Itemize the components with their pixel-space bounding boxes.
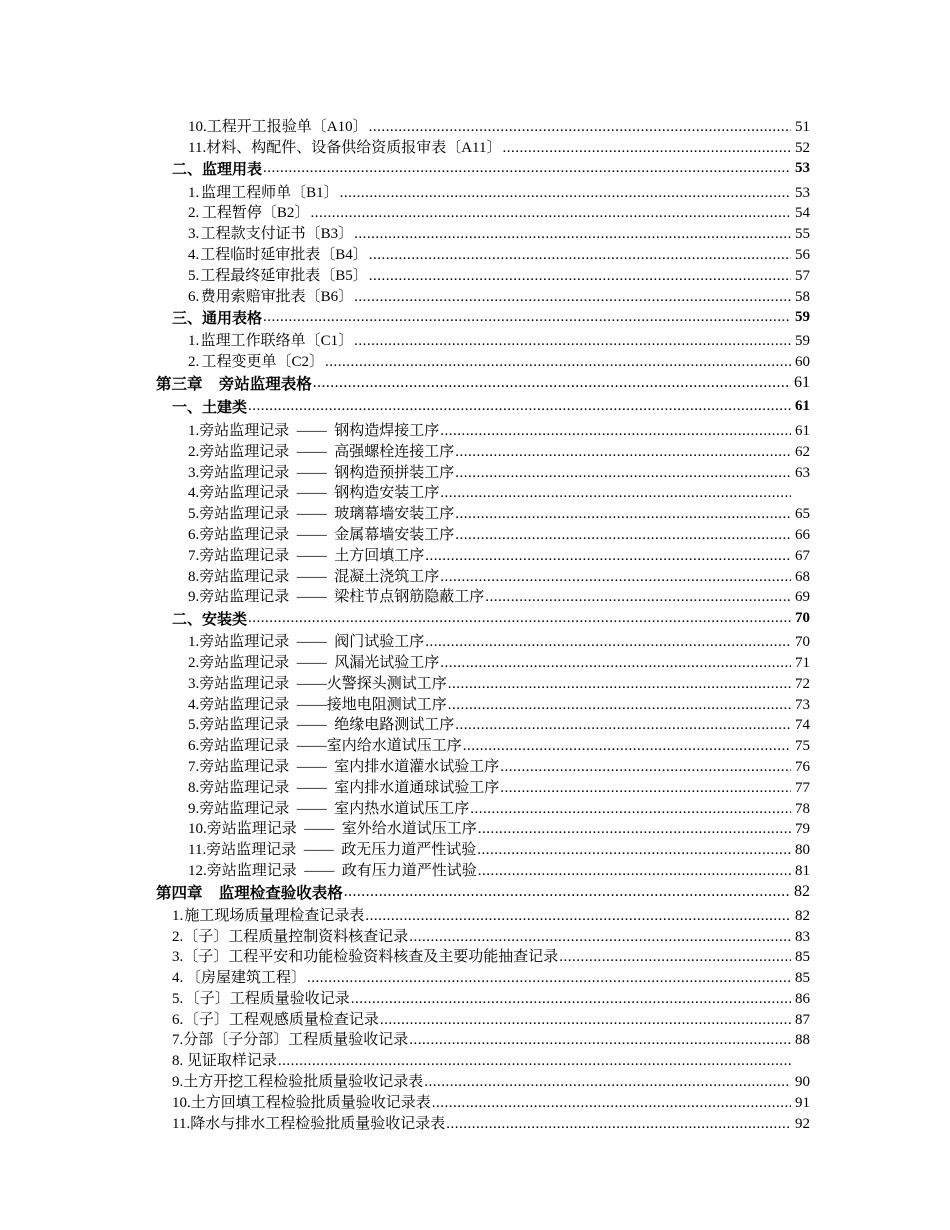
dot-leader <box>351 991 791 1008</box>
toc-entry-title: 工程款支付证书〔B3〕 <box>200 226 354 243</box>
table-of-contents <box>0 115 950 1132</box>
toc-entry-title: 工程最终延审批表〔B5〕 <box>200 267 368 284</box>
toc-entry-number: 8. <box>188 568 200 585</box>
dot-leader <box>455 444 791 461</box>
toc-entry-item[interactable] <box>0 502 810 523</box>
toc-entry-item[interactable] <box>0 440 810 461</box>
toc-entry-number: 3. <box>188 464 200 481</box>
toc-entry-item[interactable] <box>0 461 810 482</box>
dot-leader <box>365 908 791 925</box>
toc-entry-number: 12. <box>188 862 207 879</box>
toc-entry-title: 旁站监理记录 —— 梁柱节点钢筋隐蔽工序 <box>199 589 485 606</box>
dot-leader <box>354 333 791 350</box>
toc-entry-item[interactable] <box>0 419 810 440</box>
toc-entry-item-wide[interactable] <box>0 859 810 880</box>
dot-leader <box>446 1116 791 1133</box>
toc-entry-title: 一、土建类 <box>172 398 248 417</box>
toc-entry-page-number: 59 <box>795 333 810 350</box>
toc-entry-page-number: 61 <box>795 422 810 439</box>
toc-entry-title: 旁站监理记录 —— 钢构造预拼装工序 <box>199 464 455 481</box>
toc-entry-page-number: 51 <box>795 119 810 135</box>
toc-entry-item[interactable] <box>0 585 810 606</box>
toc-entry-item[interactable] <box>0 693 810 714</box>
toc-entry-number: 6. <box>188 288 200 305</box>
toc-entry-item[interactable] <box>0 544 810 565</box>
toc-entry-page-number: 77 <box>795 779 810 796</box>
dot-leader <box>424 1074 791 1091</box>
toc-entry-item[interactable] <box>0 285 810 306</box>
toc-entry-page-number: 86 <box>795 990 810 1007</box>
toc-entry-item[interactable] <box>0 243 810 264</box>
toc-entry-item4[interactable] <box>0 1049 810 1070</box>
toc-entry-number: 7. <box>188 547 200 564</box>
toc-entry-item-wide[interactable] <box>0 115 810 136</box>
toc-entry-number: 4. <box>172 970 184 987</box>
toc-entry-page-number: 59 <box>795 308 810 325</box>
toc-entry-number: 3. <box>188 675 200 692</box>
toc-entry-page-number: 61 <box>795 398 810 415</box>
toc-entry-number: 10. <box>188 821 207 838</box>
toc-entry-title: 旁站监理记录 —— 土方回填工序 <box>199 547 425 564</box>
toc-entry-number: 11. <box>172 1115 191 1132</box>
toc-entry-item4[interactable] <box>0 1028 810 1049</box>
toc-entry-title: 旁站监理记录 —— 政有压力道严性试验 <box>206 862 477 879</box>
toc-entry-page-number: 87 <box>795 1011 810 1028</box>
toc-entry-item-wide[interactable] <box>0 817 810 838</box>
dot-leader <box>369 247 791 264</box>
toc-entry-title: 旁站监理记录 —— 阀门试验工序 <box>199 634 425 651</box>
toc-entry-item[interactable] <box>0 565 810 586</box>
dot-leader <box>425 548 791 565</box>
toc-entry-item[interactable] <box>0 201 810 222</box>
toc-entry-page-number: 78 <box>795 800 810 817</box>
dot-leader <box>478 863 791 880</box>
toc-entry-title: 旁站监理记录 —— 钢构造焊接工序 <box>199 422 440 439</box>
dot-leader <box>325 354 791 371</box>
toc-entry-number: 5. <box>188 717 200 734</box>
toc-entry-title: 旁站监理记录 —— 绝缘电路测试工序 <box>199 717 455 734</box>
dot-leader <box>448 676 791 693</box>
dot-leader <box>485 589 791 606</box>
toc-entry-number: 2. <box>188 443 200 460</box>
toc-entry-page-number: 56 <box>795 246 810 263</box>
toc-entry-page-number: 70 <box>795 634 810 651</box>
toc-entry-section[interactable] <box>0 606 810 630</box>
dot-leader <box>455 506 791 523</box>
toc-entry-title: 监理工作联络单〔C1〕 <box>200 333 354 350</box>
dot-leader <box>440 485 791 502</box>
toc-entry-section[interactable] <box>0 395 810 419</box>
toc-entry-item[interactable] <box>0 222 810 243</box>
toc-entry-page-number: 67 <box>795 547 810 564</box>
toc-entry-item[interactable] <box>0 181 810 202</box>
toc-entry-page-number: 65 <box>795 506 810 523</box>
toc-entry-number: 2. <box>188 205 200 222</box>
dot-leader <box>354 226 791 243</box>
toc-entry-item4[interactable] <box>0 1008 810 1029</box>
toc-entry-number: 7. <box>172 1032 184 1049</box>
toc-entry-page-number: 66 <box>795 526 810 543</box>
toc-entry-number: 6. <box>188 738 200 755</box>
toc-entry-number: 10. <box>188 119 207 135</box>
toc-entry-page-number: 79 <box>795 821 810 838</box>
toc-entry-item4[interactable] <box>0 1070 810 1091</box>
toc-entry-page-number: 85 <box>795 949 810 966</box>
toc-entry-page-number: 70 <box>795 609 810 626</box>
toc-entry-title: 工程临时延审批表〔B4〕 <box>200 246 368 263</box>
toc-entry-number: 11. <box>188 842 207 859</box>
toc-entry-title: 土方开挖工程检验批质量验收记录表 <box>183 1074 424 1091</box>
toc-entry-number: 11. <box>188 139 207 156</box>
toc-entry-item[interactable] <box>0 481 810 502</box>
dot-leader <box>448 697 791 714</box>
toc-entry-number: 8. <box>172 1053 184 1070</box>
toc-entry-item4-wide[interactable] <box>0 1091 810 1112</box>
toc-entry-number: 9. <box>172 1074 184 1091</box>
toc-entry-title: 二、监理用表 <box>172 160 263 179</box>
dot-leader <box>409 1032 791 1049</box>
toc-entry-item4[interactable] <box>0 925 810 946</box>
toc-entry-section[interactable] <box>0 157 810 181</box>
toc-entry-title: 二、安装类 <box>172 609 248 628</box>
dot-leader <box>369 268 791 285</box>
dot-leader <box>455 717 791 734</box>
toc-entry-title: 施工现场质量理检查记录表 <box>184 907 365 924</box>
toc-entry-number: 1. <box>188 422 200 439</box>
toc-entry-number: 1. <box>188 184 200 201</box>
toc-entry-page-number: 54 <box>795 205 810 222</box>
toc-entry-title: 〔子〕工程质量验收记录 <box>184 990 350 1007</box>
toc-entry-page-number: 69 <box>795 589 810 606</box>
dot-leader <box>263 160 791 177</box>
toc-entry-page-number: 58 <box>795 288 810 305</box>
toc-entry-page-number: 55 <box>795 226 810 243</box>
dot-leader <box>354 289 791 306</box>
dot-leader <box>248 398 791 415</box>
dot-leader <box>440 655 791 672</box>
toc-entry-page-number: 68 <box>795 568 810 585</box>
toc-entry-page-number: 88 <box>795 1032 810 1049</box>
toc-entry-item[interactable] <box>0 523 810 544</box>
toc-entry-number: 3. <box>188 226 200 243</box>
dot-leader <box>310 205 791 222</box>
toc-entry-title: 旁站监理记录 —— 政无压力道严性试验 <box>206 842 477 859</box>
toc-entry-page-number: 90 <box>795 1074 810 1091</box>
toc-entry-title: 工程开工报验单〔A10〕 <box>206 119 368 135</box>
dot-leader <box>380 1012 791 1029</box>
toc-entry-title: 旁站监理记录 ——接地电阻测试工序 <box>199 696 447 713</box>
toc-entry-page-number: 75 <box>795 738 810 755</box>
toc-entry-number: 3. <box>172 949 184 966</box>
toc-entry-title: 旁站监理记录 —— 钢构造安装工序 <box>199 485 440 502</box>
toc-entry-item-wide[interactable] <box>0 838 810 859</box>
toc-entry-page-number: 73 <box>795 696 810 713</box>
toc-entry-number: 4. <box>188 485 200 502</box>
toc-entry-item[interactable] <box>0 630 810 651</box>
toc-entry-title: 旁站监理记录 —— 室内热水道试压工序 <box>199 800 470 817</box>
toc-entry-page-number: 53 <box>795 184 810 201</box>
toc-entry-item-wide[interactable] <box>0 136 810 157</box>
toc-entry-title: 〔房屋建筑工程〕 <box>186 970 307 987</box>
toc-entry-item[interactable] <box>0 672 810 693</box>
toc-entry-title: 费用索赔审批表〔B6〕 <box>200 288 354 305</box>
toc-entry-title: 工程变更单〔C2〕 <box>201 354 325 371</box>
dot-leader <box>263 309 791 326</box>
toc-entry-title: 旁站监理记录 —— 室内排水道灌水试验工序 <box>199 758 500 775</box>
toc-entry-title: 降水与排水工程检验批质量验收记录表 <box>190 1115 446 1132</box>
toc-entry-title: 见证取样记录 <box>186 1053 277 1070</box>
dot-leader <box>463 738 791 755</box>
toc-entry-page-number: 81 <box>795 862 810 879</box>
dot-leader <box>278 1053 791 1070</box>
dot-leader <box>500 759 791 776</box>
toc-entry-number: 5. <box>172 990 184 1007</box>
toc-entry-title: 第三章 旁站监理表格 <box>156 374 312 393</box>
toc-entry-page-number: 72 <box>795 675 810 692</box>
toc-entry-title: 〔子〕工程质量控制资料核查记录 <box>183 928 409 945</box>
toc-entry-chapter[interactable] <box>0 880 810 904</box>
toc-entry-number: 9. <box>188 589 200 606</box>
toc-entry-number: 1. <box>188 634 200 651</box>
dot-leader <box>248 610 791 627</box>
toc-entry-page-number: 82 <box>794 882 810 900</box>
toc-entry-title: 第四章 监理检查验收表格 <box>156 883 343 902</box>
toc-entry-item[interactable] <box>0 350 810 371</box>
toc-entry-number: 2. <box>188 654 200 671</box>
toc-entry-page-number: 61 <box>794 373 810 391</box>
toc-entry-number: 2. <box>188 354 200 371</box>
toc-entry-title: 旁站监理记录 —— 室内排水道通球试验工序 <box>199 779 500 796</box>
toc-entry-title: 监理工程师单〔B1〕 <box>201 184 339 201</box>
dot-leader <box>307 970 791 987</box>
toc-entry-item[interactable] <box>0 734 810 755</box>
toc-entry-number: 1. <box>172 907 184 924</box>
toc-entry-page-number: 71 <box>795 654 810 671</box>
toc-entry-number: 5. <box>188 506 200 523</box>
toc-entry-number: 5. <box>188 267 200 284</box>
toc-entry-item[interactable] <box>0 797 810 818</box>
dot-leader <box>340 185 791 202</box>
toc-entry-item4-wide[interactable] <box>0 1112 810 1133</box>
toc-entry-item[interactable] <box>0 264 810 285</box>
toc-entry-number: 6. <box>188 526 200 543</box>
toc-entry-item4[interactable] <box>0 904 810 925</box>
toc-entry-chapter[interactable] <box>0 371 810 395</box>
toc-entry-title: 三、通用表格 <box>172 308 263 327</box>
toc-entry-number: 8. <box>188 779 200 796</box>
dot-leader <box>477 842 791 859</box>
toc-entry-item[interactable] <box>0 755 810 776</box>
dot-leader <box>440 423 791 440</box>
toc-entry-page-number: 85 <box>795 970 810 987</box>
toc-entry-item4[interactable] <box>0 945 810 966</box>
toc-entry-page-number: 76 <box>795 758 810 775</box>
toc-entry-item4[interactable] <box>0 987 810 1008</box>
toc-entry-page-number: 57 <box>795 267 810 284</box>
toc-entry-page-number: 91 <box>795 1094 810 1111</box>
toc-entry-item4[interactable] <box>0 966 810 987</box>
toc-entry-title: 旁站监理记录 —— 风漏光试验工序 <box>199 654 440 671</box>
toc-entry-item[interactable] <box>0 329 810 350</box>
dot-leader <box>313 374 791 392</box>
dot-leader <box>502 140 791 157</box>
toc-entry-number: 1. <box>188 333 200 350</box>
toc-entry-page-number: 63 <box>795 464 810 481</box>
toc-entry-page-number: 83 <box>795 928 810 945</box>
toc-entry-number: 2. <box>172 928 184 945</box>
toc-entry-title: 〔子〕工程观感质量检查记录 <box>183 1011 379 1028</box>
dot-leader <box>455 527 791 544</box>
toc-entry-item[interactable] <box>0 651 810 672</box>
toc-entry-page-number: 62 <box>795 443 810 460</box>
dot-leader <box>425 634 791 651</box>
toc-entry-page-number: 53 <box>795 160 810 177</box>
toc-entry-title: 分部〔子分部〕工程质量验收记录 <box>183 1032 409 1049</box>
toc-entry-title: 旁站监理记录 —— 高强螺栓连接工序 <box>199 443 455 460</box>
dot-leader <box>409 929 791 946</box>
toc-entry-title: 旁站监理记录 ——火警探头测试工序 <box>199 675 447 692</box>
toc-entry-title: 旁站监理记录 ——室内给水道试压工序 <box>199 738 462 755</box>
dot-leader <box>559 949 791 966</box>
dot-leader <box>432 1095 791 1112</box>
toc-entry-page-number: 52 <box>795 139 810 156</box>
toc-entry-title: 工程暂停〔B2〕 <box>201 205 310 222</box>
toc-entry-item[interactable] <box>0 713 810 734</box>
toc-entry-page-number: 92 <box>795 1115 810 1132</box>
toc-entry-page-number: 60 <box>795 354 810 371</box>
toc-entry-number: 4. <box>188 696 200 713</box>
toc-entry-title: 土方回填工程检验批质量验收记录表 <box>190 1094 431 1111</box>
toc-entry-number: 9. <box>188 800 200 817</box>
dot-leader <box>440 569 791 586</box>
dot-leader <box>369 119 791 136</box>
toc-entry-section[interactable] <box>0 305 810 329</box>
toc-entry-title: 〔子〕工程平安和功能检验资料核查及主要功能抽查记录 <box>183 949 559 966</box>
toc-entry-number: 10. <box>172 1094 191 1111</box>
toc-entry-title: 材料、构配件、设备供给资质报审表〔A11〕 <box>206 139 502 156</box>
dot-leader <box>455 465 791 482</box>
toc-entry-title: 旁站监理记录 —— 室外给水道试压工序 <box>206 821 477 838</box>
dot-leader <box>500 780 791 797</box>
dot-leader <box>470 801 791 818</box>
toc-entry-title: 旁站监理记录 —— 混凝土浇筑工序 <box>199 568 440 585</box>
toc-entry-number: 6. <box>172 1011 184 1028</box>
toc-entry-title: 旁站监理记录 —— 金属幕墙安装工序 <box>199 526 455 543</box>
toc-entry-page-number: 82 <box>795 907 810 924</box>
toc-entry-page-number: 74 <box>795 717 810 734</box>
dot-leader <box>478 821 791 838</box>
toc-entry-number: 4. <box>188 246 200 263</box>
toc-entry-title: 旁站监理记录 —— 玻璃幕墙安装工序 <box>199 506 455 523</box>
toc-entry-number: 7. <box>188 758 200 775</box>
toc-entry-item[interactable] <box>0 776 810 797</box>
toc-entry-page-number: 80 <box>795 842 810 859</box>
dot-leader <box>344 883 791 901</box>
